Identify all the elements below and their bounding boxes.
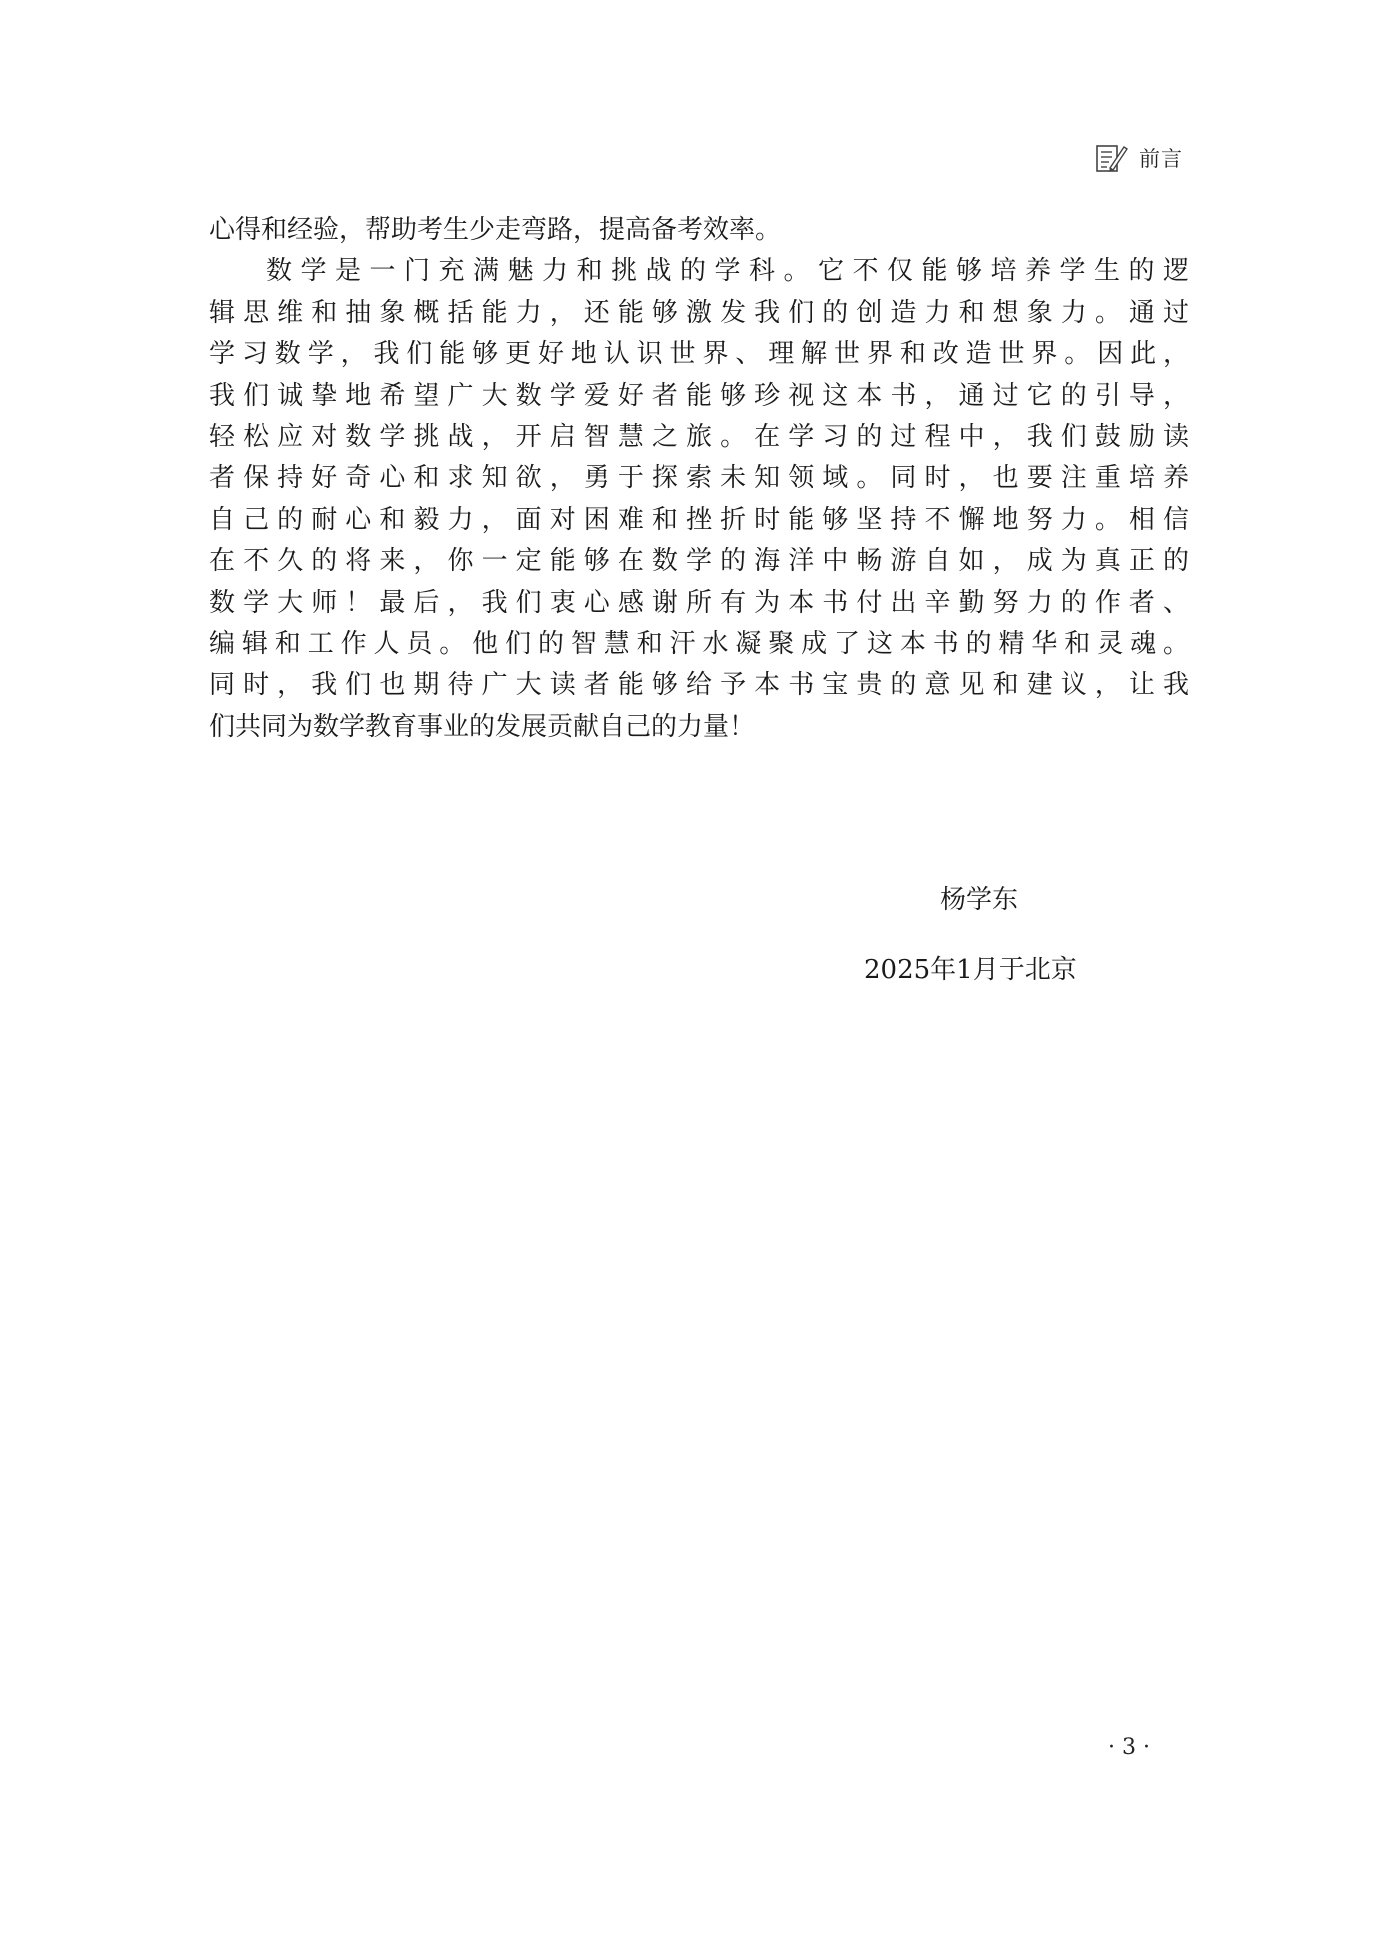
notepad-pencil-icon <box>1095 141 1129 175</box>
signature-author: 杨学东 <box>940 885 1019 915</box>
body-line: 轻松应对数学挑战，开启智慧之旅。在学习的过程中，我们鼓励读 <box>209 421 1189 452</box>
running-head-title: 前言 <box>1139 147 1183 171</box>
body-line: 数学是一门充满魅力和挑战的学科。它不仅能够培养学生的逻 <box>266 256 1189 287</box>
body-line: 同时，我们也期待广大读者能够给予本书宝贵的意见和建议，让我 <box>209 670 1189 701</box>
running-head <box>1095 138 1183 178</box>
body-line: 编辑和工作人员。他们的智慧和汗水凝聚成了这本书的精华和灵魂。 <box>209 628 1189 659</box>
body-line: 在不久的将来，你一定能够在数学的海洋中畅游自如，成为真正的 <box>209 546 1189 577</box>
body-line: 者保持好奇心和求知欲，勇于探索未知领域。同时，也要注重培养 <box>209 463 1189 494</box>
body-line: 们共同为数学教育事业的发展贡献自己的力量！ <box>209 711 756 742</box>
body-line: 辑思维和抽象概括能力，还能够激发我们的创造力和想象力。通过 <box>209 297 1189 328</box>
body-line: 学习数学，我们能够更好地认识世界、理解世界和改造世界。因此， <box>209 339 1189 370</box>
body-line: 自己的耐心和毅力，面对困难和挫折时能够坚持不懈地努力。相信 <box>209 504 1189 535</box>
signature-date-place: 2025年1月于北京 <box>864 955 1077 985</box>
body-line: 我们诚挚地希望广大数学爱好者能够珍视这本书，通过它的引导， <box>209 380 1189 411</box>
body-line: 数学大师！最后，我们衷心感谢所有为本书付出辛勤努力的作者、 <box>209 587 1189 618</box>
body-text <box>209 210 1189 748</box>
page-number: · 3 · <box>1108 1735 1150 1760</box>
body-line: 心得和经验，帮助考生少走弯路，提高备考效率。 <box>209 215 782 245</box>
